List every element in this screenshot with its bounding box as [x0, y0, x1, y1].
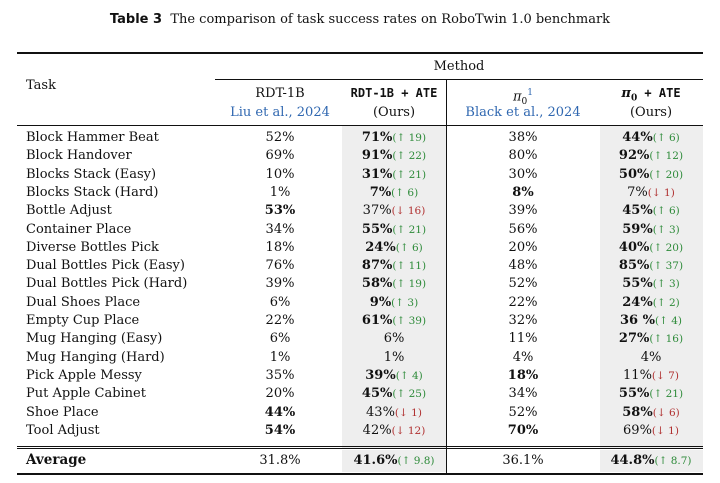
table-cell: [370, 294, 418, 312]
table-cell: [265, 404, 295, 421]
delta-value: 16: [407, 205, 422, 218]
table-cell: [370, 184, 418, 202]
cell-value: 11%: [508, 331, 538, 347]
pi-symbol: π: [621, 86, 631, 101]
table-cell: [508, 367, 538, 384]
cell-value: 76%: [265, 258, 295, 274]
cell-value: 45%: [361, 386, 393, 402]
delta-value: 37: [665, 260, 679, 273]
cell-value: 55%: [622, 276, 653, 292]
arrow-up-icon: ↑: [653, 150, 666, 163]
table-cell: [509, 221, 538, 238]
cell-value: 44%: [622, 130, 653, 145]
delta-value: 1: [664, 186, 671, 199]
cell-value: 9%: [369, 294, 392, 310]
decrease-delta: (↓ 7): [651, 369, 679, 382]
table-cell: [509, 404, 538, 421]
cell-value: 24%: [622, 294, 653, 310]
decrease-delta: (↓ 1): [647, 186, 675, 199]
increase-delta: (↑ 12): [649, 150, 684, 163]
average-cell: [259, 452, 300, 469]
table-cell: [509, 129, 538, 146]
task-name: Shoe Place: [26, 404, 99, 420]
table-cell: [509, 147, 538, 164]
cell-value: 52%: [508, 276, 538, 292]
arrow-down-icon: ↓: [656, 369, 669, 382]
cell-value: 41.6%: [353, 453, 398, 468]
cell-value: 1%: [269, 184, 291, 200]
cell-value: 52%: [265, 130, 295, 145]
cell-value: 35%: [265, 367, 295, 383]
col-name-suffix: + ATE: [637, 86, 681, 100]
delta-value: 6: [407, 186, 415, 199]
increase-delta: (↑ 37): [649, 260, 684, 273]
table-cell: [509, 202, 538, 219]
delta-value: 3: [407, 296, 415, 309]
increase-delta: (↑ 6): [652, 132, 680, 144]
caption-text: The comparison of task success rates on RoboTwin 1.0 benchmark: [170, 12, 611, 27]
arrow-up-icon: ↑: [653, 168, 666, 181]
cell-value: 39%: [508, 203, 538, 219]
arrow-up-icon: ↑: [396, 278, 409, 291]
table-cell: [362, 257, 426, 275]
increase-delta: (↑ 3): [652, 223, 680, 236]
delta-value: 12: [407, 424, 422, 437]
arrow-down-icon: ↓: [395, 424, 408, 437]
cell-value: 54%: [264, 422, 296, 438]
header-col-rdt-ate: [351, 85, 438, 102]
increase-delta: (↑ 22): [392, 150, 427, 163]
average-rule-lower: [17, 448, 703, 449]
task-name: Mug Hanging (Easy): [26, 331, 163, 347]
table-cell: [362, 275, 426, 293]
cell-value: 45%: [622, 203, 653, 219]
increase-delta: (↑ 9.8): [397, 455, 435, 467]
table-cell: [266, 257, 295, 274]
arrow-up-icon: ↑: [401, 455, 414, 467]
table-cell: [266, 367, 295, 384]
cell-value: 20%: [508, 239, 538, 255]
delta-value: 3: [668, 278, 676, 291]
table-cell: [362, 385, 426, 403]
decrease-delta: (↓ 16): [391, 205, 426, 218]
table-cell: [266, 275, 295, 292]
table-cell: [620, 312, 682, 330]
arrow-up-icon: ↑: [653, 241, 666, 254]
table-cell: [384, 349, 405, 366]
task-name: Bottle Adjust: [26, 203, 112, 219]
col-sub: (Ours): [629, 105, 673, 120]
arrow-up-icon: ↑: [396, 315, 409, 327]
arrow-up-icon: ↑: [656, 205, 669, 218]
delta-value: 6: [668, 132, 676, 144]
table-cell: [627, 184, 675, 202]
cell-value: 55%: [361, 221, 393, 237]
table-cell: [270, 349, 291, 366]
increase-delta: (↑ 39): [392, 315, 427, 327]
arrow-down-icon: ↓: [651, 186, 665, 199]
increase-delta: (↑ 11): [392, 260, 427, 273]
cell-value: 37%: [362, 203, 392, 219]
header-col-pi0-ate-sub: [630, 104, 672, 121]
delta-value: 6: [411, 241, 419, 254]
decrease-delta: (↓ 6): [652, 406, 680, 419]
average-cell: [610, 452, 691, 470]
table-cell: [623, 422, 679, 440]
citation-link[interactable]: Liu et al., 2024: [230, 105, 330, 120]
table-cell: [266, 239, 295, 256]
cell-value: 44.8%: [610, 453, 655, 468]
delta-value: 8.7: [670, 455, 688, 467]
table-cell: [622, 404, 680, 422]
cell-value: 59%: [622, 221, 653, 237]
cell-value: 39%: [265, 276, 295, 292]
table-cell: [366, 404, 422, 422]
decrease-delta: (↓ 1): [651, 424, 679, 437]
delta-value: 39: [408, 315, 422, 327]
cell-value: 6%: [383, 331, 405, 347]
increase-delta: (↑ 2): [652, 296, 680, 309]
arrow-up-icon: ↑: [659, 315, 672, 327]
cell-value: 18%: [507, 367, 539, 383]
delta-value: 3: [668, 223, 676, 236]
delta-value: 4: [671, 315, 678, 327]
cell-value: 1%: [269, 349, 291, 365]
cell-value: 34%: [508, 386, 538, 402]
increase-delta: (↑ 21): [392, 223, 427, 236]
table-cell: [363, 202, 426, 220]
arrow-up-icon: ↑: [396, 388, 409, 401]
task-name: Block Hammer Beat: [26, 130, 159, 145]
table-cell: [619, 257, 683, 275]
task-name: Block Handover: [26, 148, 132, 164]
arrow-up-icon: ↑: [396, 150, 409, 163]
table-cell: [622, 275, 680, 293]
table-cell: [622, 202, 680, 220]
header-col-rdt-cite[interactable]: [230, 104, 330, 121]
table-cell: [270, 330, 291, 347]
cell-value: 42%: [362, 422, 392, 438]
cell-value: 70%: [507, 422, 539, 438]
cell-value: 1%: [383, 349, 405, 365]
arrow-up-icon: ↑: [395, 296, 408, 309]
delta-value: 7: [668, 369, 675, 382]
increase-delta: (↑ 19): [392, 278, 427, 291]
cell-value: 80%: [508, 148, 538, 164]
table-cell: [619, 166, 683, 184]
arrow-up-icon: ↑: [396, 260, 409, 273]
increase-delta: (↑ 21): [649, 388, 684, 401]
cell-value: 20%: [265, 386, 295, 402]
table-cell: [270, 184, 291, 201]
delta-value: 25: [408, 388, 422, 401]
cell-value: 22%: [508, 294, 538, 310]
table-cell: [512, 184, 533, 201]
pi-symbol: π: [512, 89, 522, 105]
cell-value: 34%: [265, 221, 295, 237]
cell-value: 8%: [512, 184, 534, 200]
arrow-up-icon: ↑: [653, 260, 666, 273]
table-cell: [622, 221, 680, 239]
cell-value: 18%: [265, 239, 295, 255]
task-name: Mug Hanging (Hard): [26, 349, 165, 365]
header-col-rdt: [255, 85, 304, 102]
table-cell: [266, 385, 295, 402]
cell-value: 69%: [623, 422, 652, 438]
average-rule-upper: [17, 446, 703, 447]
arrow-up-icon: ↑: [399, 241, 412, 254]
delta-value: 21: [408, 168, 422, 181]
table-cell: [509, 166, 538, 183]
increase-delta: (↑ 3): [391, 296, 419, 309]
arrow-up-icon: ↑: [396, 132, 409, 144]
arrow-down-icon: ↓: [656, 424, 669, 437]
task-name: Pick Apple Messy: [26, 367, 142, 383]
delta-value: 16: [665, 333, 679, 346]
cell-value: 43%: [366, 404, 395, 420]
cell-value: 31.8%: [259, 453, 301, 468]
delta-value: 19: [408, 132, 422, 144]
col-sub: (Ours): [372, 105, 416, 120]
task-name: Diverse Bottles Pick: [26, 239, 159, 255]
table-cell: [513, 349, 534, 366]
cell-value: 39%: [365, 367, 396, 383]
arrow-up-icon: ↑: [656, 296, 669, 309]
table-cell: [619, 385, 683, 403]
increase-delta: (↑ 8.7): [654, 455, 692, 467]
delta-value: 11: [408, 260, 422, 273]
table-cell: [619, 330, 683, 348]
average-label: Average: [26, 452, 87, 468]
increase-delta: (↑ 21): [392, 168, 427, 181]
cell-value: 4%: [512, 349, 534, 365]
cell-value: 22%: [265, 313, 295, 328]
table-cell: [266, 312, 295, 329]
table-cell: [362, 312, 426, 330]
table-cell: [365, 239, 423, 257]
increase-delta: (↑ 20): [649, 168, 684, 181]
delta-value: 2: [668, 296, 676, 309]
delta-value: 6: [668, 205, 676, 218]
cell-value: 11%: [623, 367, 652, 383]
cell-value: 48%: [508, 258, 538, 274]
cell-value: 91%: [361, 148, 393, 164]
table-cell: [509, 330, 538, 347]
table-cell: [509, 294, 538, 311]
cell-value: 50%: [618, 166, 650, 182]
task-name: Blocks Stack (Easy): [26, 166, 157, 182]
header-rule: [17, 125, 703, 126]
arrow-up-icon: ↑: [656, 223, 669, 236]
average-cell: [353, 452, 434, 470]
cell-value: 53%: [264, 203, 296, 219]
table-cell: [270, 294, 291, 311]
delta-value: 20: [665, 168, 679, 181]
table-cell: [363, 422, 426, 440]
table-cell: [266, 129, 295, 146]
table-cell: [362, 129, 426, 147]
cell-value: 69%: [265, 148, 295, 164]
cell-value: 24%: [365, 239, 396, 255]
arrow-up-icon: ↑: [399, 369, 412, 382]
arrow-up-icon: ↑: [653, 333, 666, 346]
task-name: Empty Cup Place: [26, 313, 140, 328]
table-cell: [509, 239, 538, 256]
table-cell: [365, 367, 423, 385]
cell-value: 52%: [508, 404, 538, 420]
cell-value: 6%: [269, 294, 291, 310]
increase-delta: (↑ 20): [649, 241, 684, 254]
arrow-up-icon: ↑: [656, 132, 669, 144]
cell-value: 58%: [622, 404, 653, 420]
increase-delta: (↑ 16): [649, 333, 684, 346]
col-name: RDT-1B + ATE: [350, 86, 438, 100]
header-task: Task: [26, 78, 56, 93]
header-method: Method: [433, 59, 485, 74]
cell-value: 36.1%: [502, 453, 544, 468]
task-name: Tool Adjust: [26, 422, 100, 438]
delta-value: 21: [408, 223, 422, 236]
method-rule: [215, 79, 703, 80]
increase-delta: (↑ 6): [395, 241, 423, 254]
pi-subscript: 0: [630, 93, 638, 104]
table-cell: [362, 147, 426, 165]
cell-value: 56%: [508, 221, 538, 237]
cell-value: 31%: [361, 166, 393, 182]
decrease-delta: (↓ 1): [394, 406, 422, 419]
delta-value: 1: [668, 424, 675, 437]
delta-value: 20: [665, 241, 679, 254]
arrow-down-icon: ↓: [399, 406, 412, 419]
arrow-up-icon: ↑: [396, 223, 409, 236]
task-name: Blocks Stack (Hard): [26, 184, 159, 200]
delta-value: 19: [408, 278, 422, 291]
table-cell: [508, 422, 538, 439]
arrow-up-icon: ↑: [395, 186, 408, 199]
delta-value: 9.8: [413, 455, 431, 467]
top-rule: [17, 52, 703, 54]
cell-value: 85%: [618, 258, 650, 274]
cell-value: 44%: [264, 404, 296, 420]
task-name: Container Place: [26, 221, 132, 237]
delta-value: 22: [408, 150, 422, 163]
table-cell: [266, 147, 295, 164]
task-name: Dual Bottles Pick (Hard): [26, 276, 188, 292]
header-col-rdt-ate-sub: [373, 104, 415, 121]
table-cell: [622, 294, 680, 312]
increase-delta: (↑ 25): [392, 388, 427, 401]
table-cell: [509, 312, 538, 329]
table-cell: [509, 275, 538, 292]
table-cell: [266, 221, 295, 238]
table-cell: [619, 147, 683, 165]
pi-subscript: 0: [521, 96, 528, 107]
cell-value: 10%: [265, 166, 295, 182]
delta-value: 1: [411, 406, 418, 419]
arrow-up-icon: ↑: [658, 455, 671, 467]
increase-delta: (↑ 4): [654, 315, 683, 327]
table-cell: [622, 129, 680, 147]
arrow-up-icon: ↑: [396, 168, 409, 181]
cell-value: 4%: [640, 349, 662, 365]
cell-value: 36 %: [619, 313, 655, 328]
table-cell: [265, 202, 295, 219]
cell-value: 61%: [361, 313, 393, 328]
cell-value: 6%: [269, 331, 291, 347]
increase-delta: (↑ 4): [395, 369, 423, 382]
arrow-down-icon: ↓: [395, 205, 408, 218]
table-cell: [362, 166, 426, 184]
task-name: Dual Shoes Place: [26, 294, 141, 310]
cell-value: 38%: [508, 130, 538, 145]
arrow-up-icon: ↑: [656, 278, 669, 291]
col-name: RDT-1B: [255, 86, 305, 101]
cell-value: 71%: [361, 130, 393, 145]
arrow-up-icon: ↑: [653, 388, 666, 401]
table-cell: [623, 367, 679, 385]
task-name: Dual Bottles Pick (Easy): [26, 258, 185, 274]
table-cell: [384, 330, 405, 347]
cell-value: 87%: [361, 258, 393, 274]
average-cell: [502, 452, 543, 469]
cell-value: 58%: [361, 276, 393, 292]
bottom-rule: [17, 473, 703, 475]
cell-value: 30%: [508, 166, 538, 182]
table-cell: [265, 422, 295, 439]
arrow-down-icon: ↓: [656, 406, 669, 419]
cell-value: 55%: [618, 386, 650, 402]
table-cell: [362, 221, 426, 239]
increase-delta: (↑ 3): [652, 278, 680, 291]
delta-value: 4: [411, 369, 419, 382]
cell-value: 7%: [369, 184, 392, 200]
delta-value: 12: [665, 150, 679, 163]
table-cell: [266, 166, 295, 183]
cell-value: 7%: [627, 184, 648, 200]
increase-delta: (↑ 19): [392, 132, 427, 144]
delta-value: 6: [668, 406, 676, 419]
footnote-mark[interactable]: 1: [527, 88, 534, 98]
table-caption: [0, 12, 720, 27]
cell-value: 27%: [618, 331, 650, 347]
task-name: Put Apple Cabinet: [26, 386, 146, 402]
decrease-delta: (↓ 12): [391, 424, 426, 437]
table-cell: [641, 349, 662, 366]
citation-link[interactable]: Black et al., 2024: [465, 105, 581, 120]
delta-value: 21: [665, 388, 679, 401]
header-col-pi0-cite[interactable]: [465, 104, 580, 121]
table-cell: [509, 385, 538, 402]
caption-label: Table 3: [109, 12, 163, 27]
group-divider: [446, 80, 447, 473]
table-cell: [619, 239, 683, 257]
cell-value: 32%: [508, 313, 538, 328]
cell-value: 92%: [618, 148, 650, 164]
cell-value: 40%: [618, 239, 650, 255]
increase-delta: (↑ 6): [652, 205, 680, 218]
table-cell: [509, 257, 538, 274]
increase-delta: (↑ 6): [391, 186, 419, 199]
